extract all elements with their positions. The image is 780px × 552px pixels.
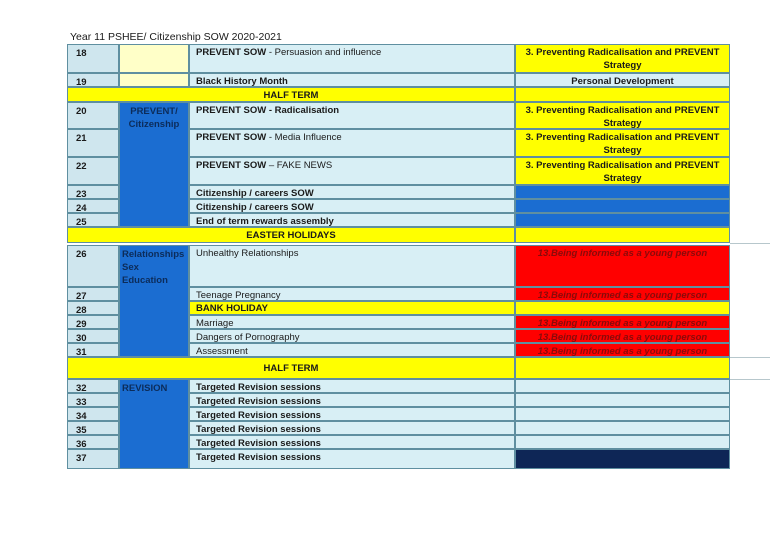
- lesson-cell: Citizenship / careers SOW: [189, 185, 515, 199]
- theme-cell: 13.Being informed as a young person: [515, 329, 730, 343]
- topic-cell: [119, 73, 189, 87]
- lesson-cell: Dangers of Pornography: [189, 329, 515, 343]
- lesson-cell: [189, 129, 515, 157]
- lesson-cell: [189, 157, 515, 185]
- lesson-cell: Citizenship / careers SOW: [189, 199, 515, 213]
- document-title: Year 11 PSHEE/ Citizenship SOW 2020-2021: [70, 31, 282, 43]
- week-number: 19: [67, 73, 119, 87]
- week-number: 18: [67, 44, 119, 73]
- week-number: 35: [67, 421, 119, 435]
- theme-cell: [515, 199, 730, 213]
- lesson-bold: PREVENT SOW: [196, 47, 267, 58]
- theme-cell: 13.Being informed as a young person: [515, 343, 730, 357]
- bank-holiday-cell: BANK HOLIDAY: [189, 301, 515, 315]
- lesson-rest: - Media Influence: [266, 132, 342, 143]
- theme-cell: [515, 301, 730, 315]
- week-number: 31: [67, 343, 119, 357]
- table-row: [67, 421, 730, 435]
- half-term-banner: HALF TERM: [67, 87, 515, 102]
- lesson-rest: - Radicalisation: [266, 105, 340, 116]
- theme-cell: 13.Being informed as a young person: [515, 315, 730, 329]
- lesson-cell: Unhealthy Relationships: [189, 245, 515, 287]
- lesson-cell: Targeted Revision sessions: [189, 379, 515, 393]
- theme-cell: [515, 449, 730, 469]
- half-term-theme-2: [515, 357, 730, 379]
- week-number: 22: [67, 157, 119, 185]
- week-number: 29: [67, 315, 119, 329]
- week-number: 34: [67, 407, 119, 421]
- theme-cell: Personal Development: [515, 73, 730, 87]
- divider: [730, 357, 770, 358]
- week-number: 24: [67, 199, 119, 213]
- half-term-theme: [515, 87, 730, 102]
- lesson-cell: End of term rewards assembly: [189, 213, 515, 227]
- week-number: 27: [67, 287, 119, 301]
- theme-cell: [515, 213, 730, 227]
- half-term-banner-2: HALF TERM: [67, 357, 515, 379]
- week-number: 23: [67, 185, 119, 199]
- lesson-cell: Targeted Revision sessions: [189, 449, 515, 469]
- lesson-bold: PREVENT SOW: [196, 160, 267, 171]
- theme-cell: 3. Preventing Radicalisation and PREVENT Strategy: [515, 102, 730, 129]
- lesson-rest: – FAKE NEWS: [266, 160, 333, 171]
- lesson-cell: Assessment: [189, 343, 515, 357]
- table-row: [67, 44, 730, 73]
- table-row: [67, 379, 730, 393]
- theme-cell: [515, 379, 730, 393]
- week-number: 25: [67, 213, 119, 227]
- table-row: [67, 73, 730, 87]
- week-number: 32: [67, 379, 119, 393]
- table-row: [67, 213, 730, 227]
- theme-cell: [515, 185, 730, 199]
- table-row: [67, 129, 730, 157]
- table-row: [67, 245, 730, 287]
- lesson-cell: [189, 102, 515, 129]
- lesson-bold: PREVENT SOW: [196, 132, 267, 143]
- theme-cell: [515, 421, 730, 435]
- theme-cell: [515, 393, 730, 407]
- table-row: [67, 315, 730, 329]
- theme-cell: [515, 407, 730, 421]
- week-number: 26: [67, 245, 119, 287]
- theme-cell: 3. Preventing Radicalisation and PREVENT Strategy: [515, 129, 730, 157]
- table-row: [67, 199, 730, 213]
- week-number: 36: [67, 435, 119, 449]
- table-row: [67, 435, 730, 449]
- lesson-cell: Marriage: [189, 315, 515, 329]
- divider: [730, 379, 770, 380]
- lesson-cell: Targeted Revision sessions: [189, 421, 515, 435]
- week-number: 21: [67, 129, 119, 157]
- theme-cell: 13.Being informed as a young person: [515, 245, 730, 287]
- theme-cell: 13.Being informed as a young person: [515, 287, 730, 301]
- week-number: 30: [67, 329, 119, 343]
- lesson-rest: - Persuasion and influence: [266, 47, 382, 58]
- table-row: [67, 343, 730, 357]
- table-row: [67, 393, 730, 407]
- easter-theme: [515, 227, 730, 243]
- topic-rse: Relationships Sex Education: [119, 245, 189, 357]
- topic-revision: REVISION: [119, 379, 189, 469]
- theme-cell: [515, 435, 730, 449]
- week-number: 37: [67, 449, 119, 469]
- lesson-cell: Targeted Revision sessions: [189, 407, 515, 421]
- easter-holidays-banner: EASTER HOLIDAYS: [67, 227, 515, 243]
- week-number: 28: [67, 301, 119, 315]
- lesson-cell: Black History Month: [189, 73, 515, 87]
- table-row: [67, 449, 730, 469]
- lesson-cell: Targeted Revision sessions: [189, 393, 515, 407]
- table-row: [67, 407, 730, 421]
- divider: [730, 243, 770, 244]
- theme-cell: 3. Preventing Radicalisation and PREVENT Strategy: [515, 44, 730, 73]
- table-row: [67, 157, 730, 185]
- lesson-cell: Teenage Pregnancy: [189, 287, 515, 301]
- table-row: [67, 329, 730, 343]
- table-row: [67, 301, 730, 315]
- table-row: [67, 102, 730, 129]
- week-number: 33: [67, 393, 119, 407]
- theme-cell: 3. Preventing Radicalisation and PREVENT Strategy: [515, 157, 730, 185]
- topic-cell: [119, 44, 189, 73]
- lesson-bold: PREVENT SOW: [196, 105, 267, 116]
- week-number: 20: [67, 102, 119, 129]
- lesson-cell: Targeted Revision sessions: [189, 435, 515, 449]
- lesson-cell: [189, 44, 515, 73]
- topic-prevent-citizenship: PREVENT/ Citizenship: [119, 102, 189, 227]
- table-row: [67, 185, 730, 199]
- table-row: [67, 287, 730, 301]
